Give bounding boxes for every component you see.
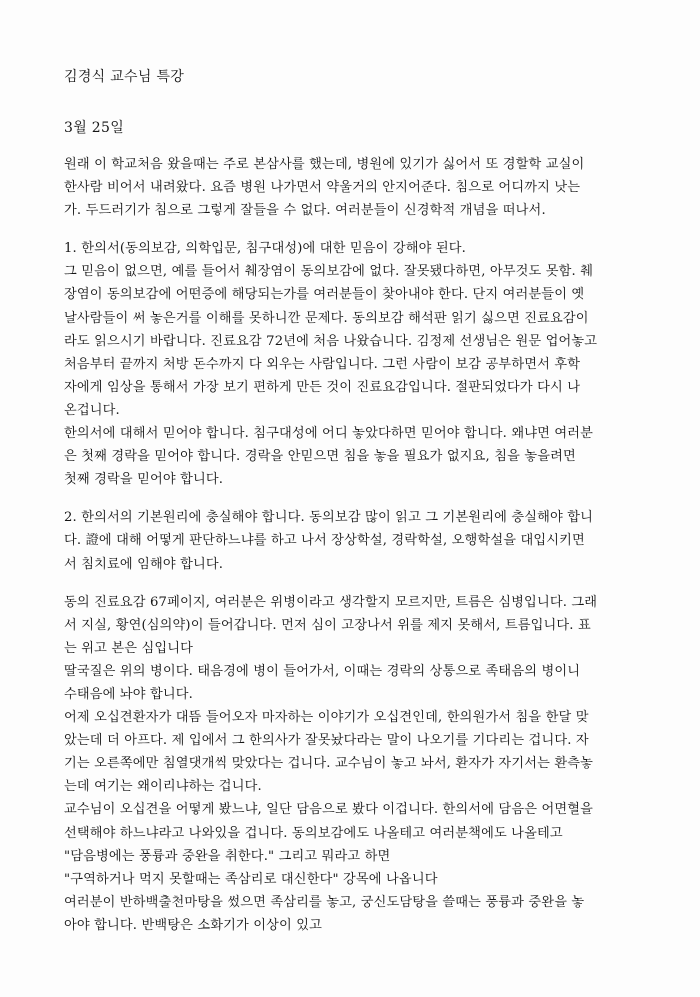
text-line: 온겁니다. <box>64 402 120 418</box>
paragraph <box>64 153 644 222</box>
paragraph-gap <box>64 576 644 591</box>
text-line: 여러분이 반하백출천마탕을 썼으면 족삼리를 놓고, 궁신도담탕을 쓸때는 풍륭과 중완을 놓 <box>64 894 585 910</box>
lecture-date: 3월 25일 <box>64 120 125 136</box>
text-line: "담음병에는 풍륭과 중완을 취한다." 그리고 뭐라고 하면 <box>64 848 391 864</box>
document-body <box>64 153 644 937</box>
text-line: "구역하거나 먹지 못할때는 족삼리로 대신한다" 강목에 나옵니다 <box>64 871 438 887</box>
text-line: 서 지실, 황연(심의약)이 들어갑니다. 먼저 심이 고장나서 위를 제지 못해서, 트름입니다. 표 <box>64 617 591 633</box>
paragraph-gap <box>64 491 644 506</box>
text-line: 첫째 경락을 믿어야 합니다. <box>64 472 224 488</box>
lecture-title: 김경식 교수님 특강 <box>64 69 185 85</box>
text-line: 2. 한의서의 기본원리에 충실해야 합니다. 동의보감 많이 읽고 그 기본원리에 충실해야 합니 <box>64 510 593 526</box>
text-line: 는 위고 본은 심입니다 <box>64 640 194 656</box>
paragraph <box>64 237 644 491</box>
paragraph-gap <box>64 222 644 237</box>
text-line: 서 침치료에 임해야 합니다. <box>64 556 224 572</box>
text-line: 자에게 임상을 통해서 가장 보기 편하게 만든 것이 진료요감입니다. 절판되었다가 다시 나 <box>64 379 581 395</box>
paragraph <box>64 591 644 937</box>
text-line: 그 믿음이 없으면, 예를 들어서 췌장염이 동의보감에 없다. 잘못됐다하면, 아무것도 못함. 췌 <box>64 264 594 280</box>
text-line: 선택해야 하느냐라고 나와있을 겁니다. 동의보감에도 나올테고 여러분책에도 나올테고 <box>64 825 563 841</box>
text-line: 라도 읽으시기 바랍니다. 진료요감 72년에 처음 나왔습니다. 김정제 선생님은 원문 업어놓고 <box>64 333 598 349</box>
text-line: 기는 오른쪽에만 침열댓개씩 맞았다는 겁니다. 교수님이 놓고 놔서, 환자가 자기서는 환측놓 <box>64 756 593 772</box>
text-line: 원래 이 학교처음 왔을때는 주로 본삼사를 했는데, 병원에 있기가 싫어서 또 경할학 교실이 <box>64 157 585 172</box>
text-line: 어제 오십견환자가 대뜸 들어오자 마자하는 이야기가 오십견인데, 한의원가서 침을 한달 맞 <box>64 710 589 726</box>
text-line: 수태음에 놔야 합니다. <box>64 686 194 702</box>
text-line: 은 첫째 경락을 믿어야 합니다. 경락을 안믿으면 침을 놓을 필요가 없지요, 침을 놓을려면 <box>64 449 576 465</box>
text-line: 교수님이 오십견을 어떻게 봤느냐, 일단 담음으로 봤다 이겁니다. 한의서에 담음은 어면혈을 <box>64 802 593 818</box>
text-line: 1. 한의서(동의보감, 의학입문, 침구대성)에 대한 믿음이 강해야 된다. <box>64 241 467 257</box>
text-line: 아야 합니다. 반백탕은 소화기가 이상이 있고 <box>64 917 323 933</box>
text-line: 동의 진료요감 67페이지, 여러분은 위병이라고 생각할지 모르지만, 트름은 심병입니다. 그래 <box>64 594 598 610</box>
text-line: 는데 여기는 왜이리냐하는 겁니다. <box>64 779 262 795</box>
text-line: 한의서에 대해서 믿어야 합니다. 침구대성에 어디 놓았다하면 믿어야 합니다. 왜냐면 여러분 <box>64 426 593 442</box>
text-line: 딸국질은 위의 병이다. 태음경에 병이 들어가서, 이때는 경락의 상통으로 족태음의 병이니 <box>64 663 581 679</box>
text-line: 날사람들이 써 놓은거를 이해를 못하니깐 문제다. 동의보감 해석판 읽기 싫으면 진료요감이 <box>64 310 589 326</box>
text-line: 가. 두드러기가 침으로 그렇게 잘들을 수 없다. 여러분들이 신경학적 개념을 떠나서. <box>64 203 546 219</box>
paragraph <box>64 506 644 575</box>
text-line: 다. 證에 대해 어떻게 판단하느냐를 하고 나서 장상학설, 경락학설, 오행학설을 대입시키면 <box>64 533 585 549</box>
text-line: 한사람 비어서 내려왔다. 요즘 병원 나가면서 약울거의 안지어준다. 침으로 어디까지 낫는 <box>64 180 581 196</box>
text-line: 았는데 더 아프다. 제 입에서 그 한의사가 잘못놨다라는 말이 나오기를 기다리는 겁니다. 자 <box>64 733 589 749</box>
text-line: 처음부터 끝까지 처방 돈수까지 다 외우는 사람입니다. 그런 사람이 보감 공부하면서 후학 <box>64 356 581 372</box>
text-line: 장염이 동의보감에 어떤증에 해당되는가를 여러분들이 찾아내야 한다. 단지 여러분들이 옛 <box>64 287 585 303</box>
